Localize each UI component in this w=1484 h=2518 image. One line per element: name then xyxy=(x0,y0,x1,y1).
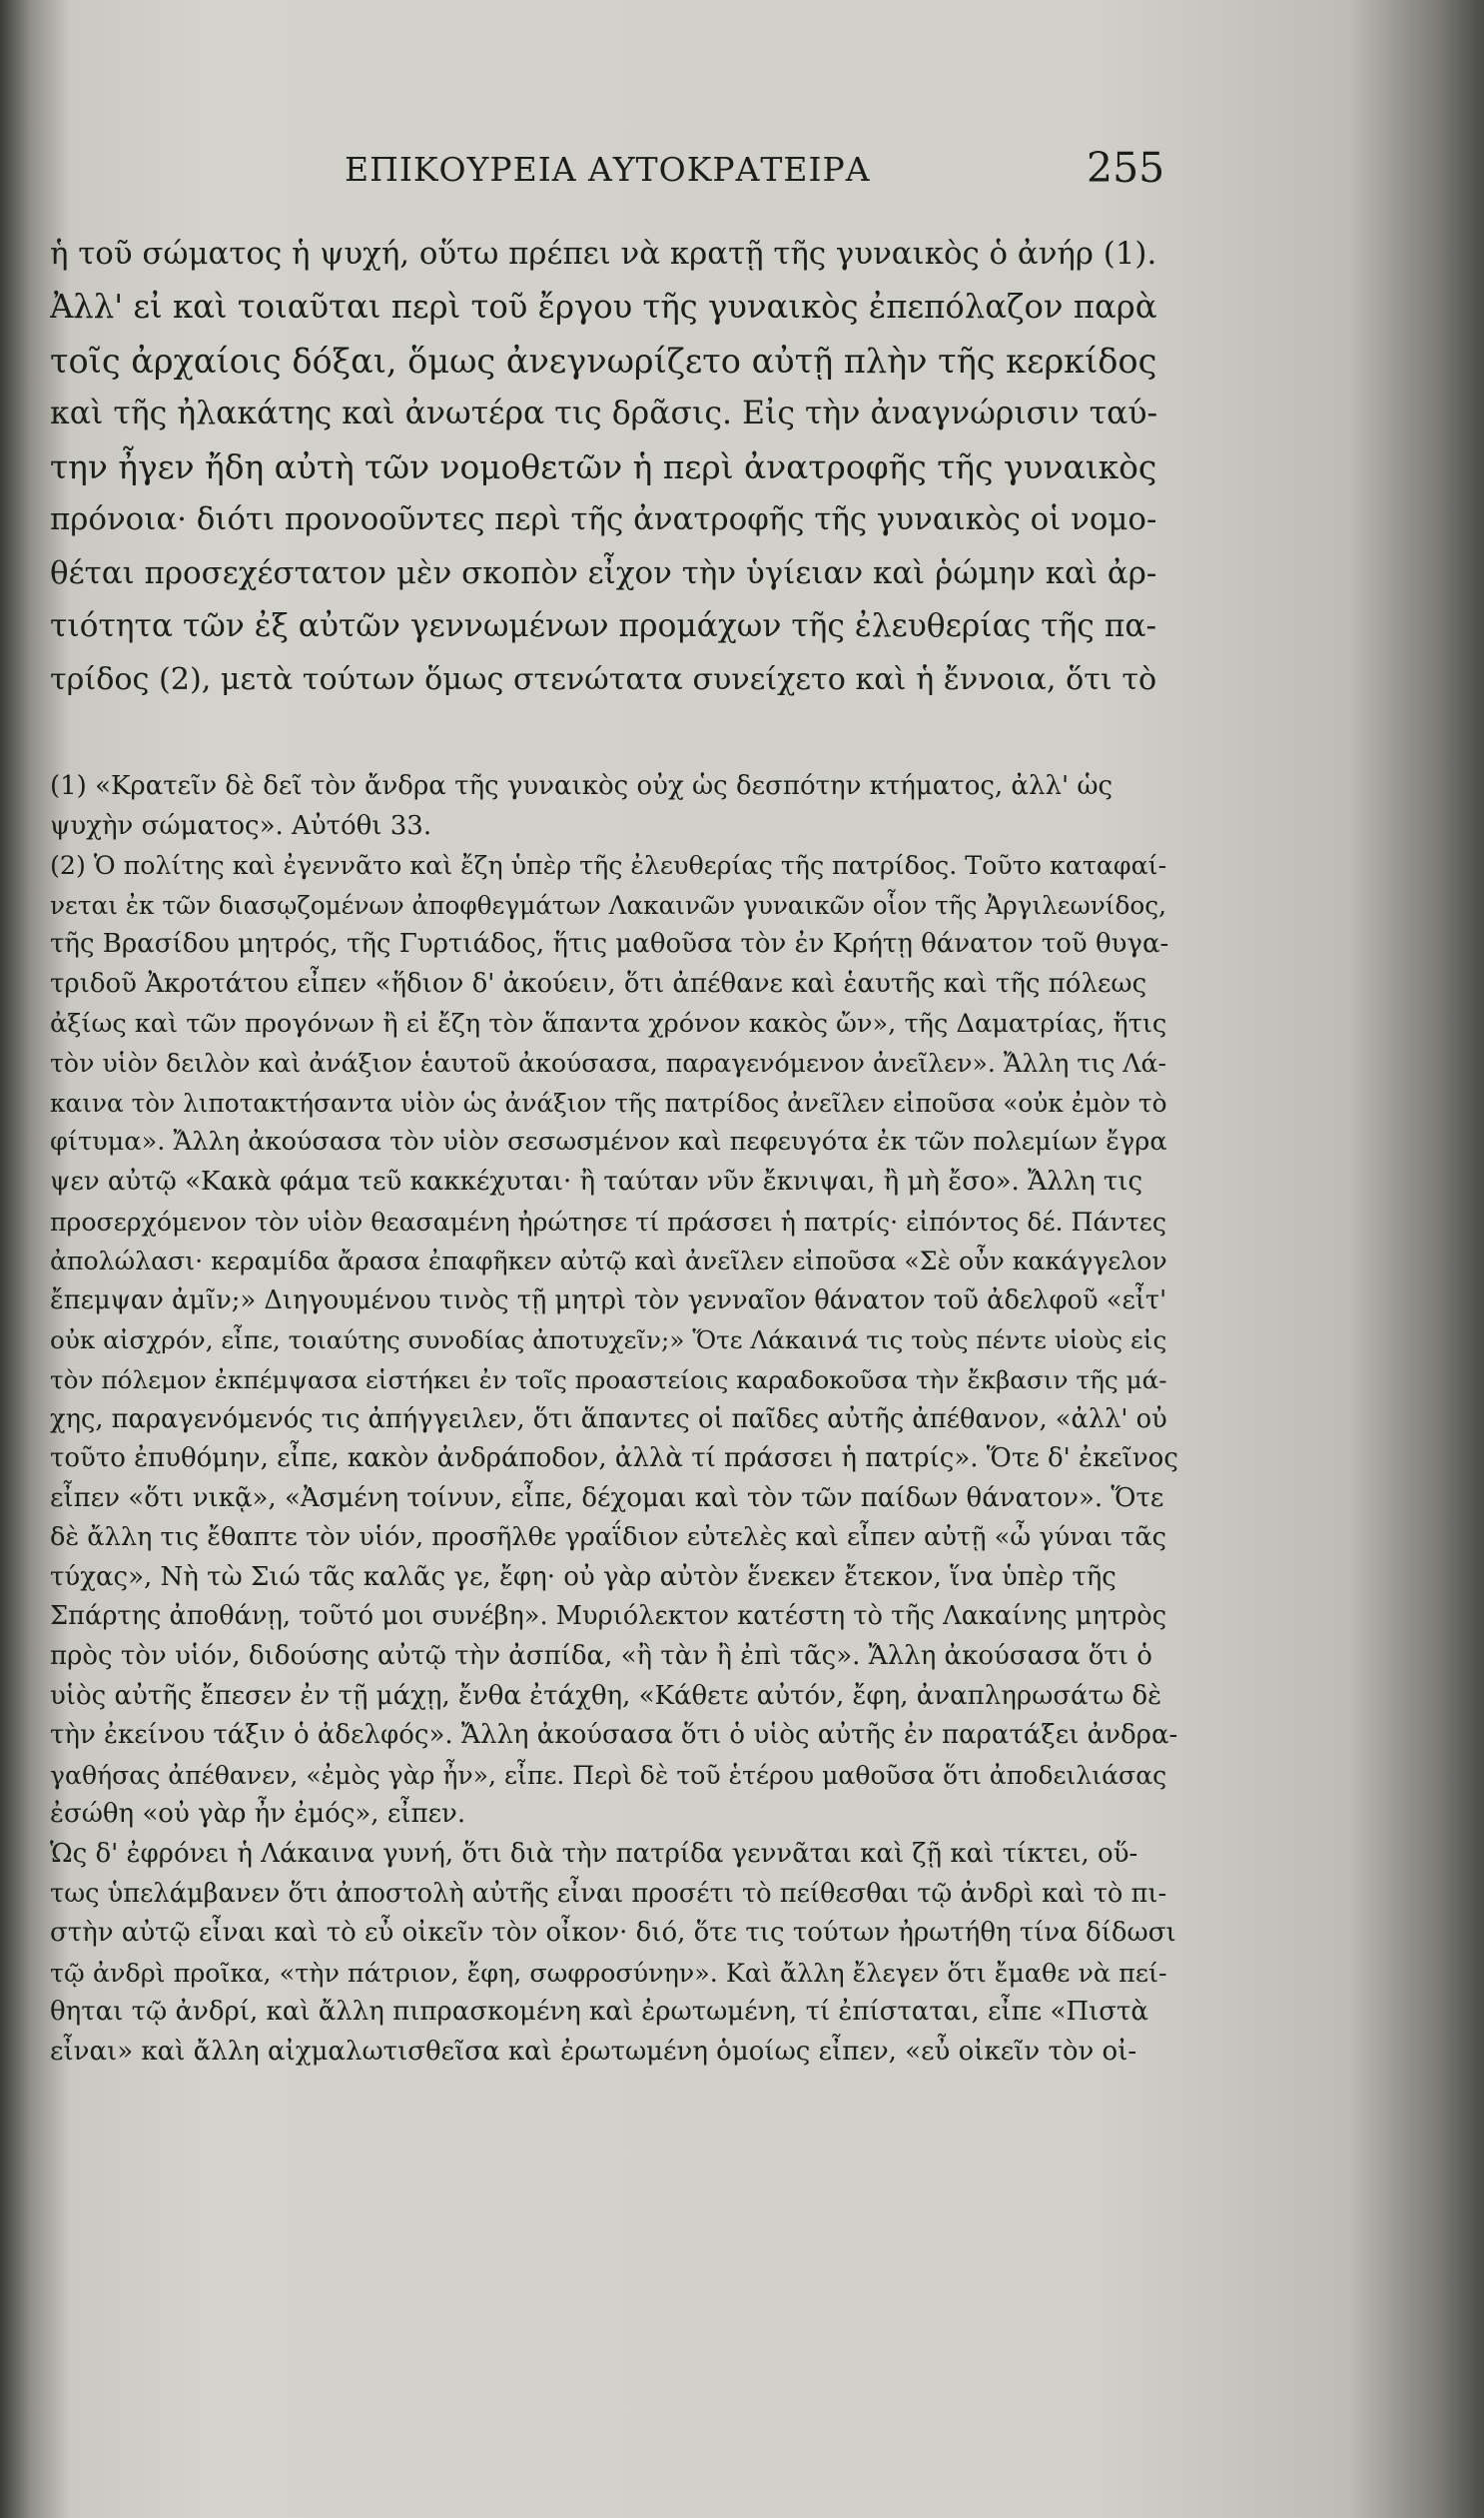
text-line: καὶ τῆς ἠλακάτης καὶ ἀνωτέρα τις δρᾶσις. Εἰς τὴν ἀναγνώρισιν ταύ- xyxy=(50,395,1158,431)
footnote-line: ψεν αὐτῷ «Κακὰ φάμα τεῦ κακκέχυται· ἢ ταύταν νῦν ἔκνιψαι, ἢ μὴ ἔσο». Ἄλλη τις xyxy=(50,1166,1143,1197)
text-line: τοῖς ἀρχαίοις δόξαι, ὅμως ἀνεγνωρίζετο αὐτῇ πλὴν τῆς κερκίδος xyxy=(50,341,1157,381)
footnotes xyxy=(50,767,1178,2073)
text-line: την ἦγεν ἤδη αὐτὴ τῶν νομοθετῶν ἡ περὶ ἀνατροφῆς τῆς γυναικὸς xyxy=(50,447,1157,487)
page-number: 255 xyxy=(1087,144,1165,192)
footnote-line: (2) Ὁ πολίτης καὶ ἐγεννᾶτο καὶ ἔζη ὑπὲρ τῆς ἐλευθερίας τῆς πατρίδος. Τοῦτο καταφαί- xyxy=(50,851,1167,881)
footnote-line: χης, παραγενόμενός τις ἀπήγγειλεν, ὅτι ἅπαντες οἱ παῖδες αὐτῆς ἀπέθανον, «ἀλλ' οὐ xyxy=(50,1403,1167,1434)
footnote-line: φίτυμα». Ἄλλη ἀκούσασα τὸν υἱὸν σεσωσμένον καὶ πεφευγότα ἐκ τῶν πολεμίων ἔγρα xyxy=(50,1127,1167,1158)
footnote-line: τύχας», Νὴ τὼ Σιώ τᾶς καλᾶς γε, ἔφη· οὐ γὰρ αὐτὸν ἕνεκεν ἔτεκον, ἵνα ὑπὲρ τῆς xyxy=(50,1561,1116,1592)
footnote-line: υἱὸς αὐτῆς ἔπεσεν ἐν τῇ μάχῃ, ἔνθα ἐτάχθη, «Κάθετε αὐτόν, ἔφη, ἀναπληρωσάτω δὲ xyxy=(50,1680,1162,1711)
footnote-line: καινα τὸν λιποτακτήσαντα υἱὸν ὡς ἀνάξιον τῆς πατρίδος ἀνεῖλεν εἰποῦσα «οὐκ ἐμὸν τὸ xyxy=(50,1088,1167,1118)
footnote-line: ἀπολώλασι· κεραμίδα ἄρασα ἐπαφῆκεν αὐτῷ καὶ ἀνεῖλεν εἰποῦσα «Σὲ οὖν κακάγγελον xyxy=(50,1247,1167,1276)
footnote-line: εἶναι» καὶ ἄλλη αἰχμαλωτισθεῖσα καὶ ἐρωτωμένη ὁμοίως εἶπεν, «εὖ οἰκεῖν τὸν οἰ- xyxy=(50,2037,1137,2067)
footnote-line: Ὡς δ' ἐφρόνει ἡ Λάκαινα γυνή, ὅτι διὰ τὴν πατρίδα γεννᾶται καὶ ζῇ καὶ τίκτει, οὕ- xyxy=(50,1839,1138,1870)
footnote-line: τῷ ἀνδρὶ προῖκα, «τὴν πάτριον, ἔφη, σωφροσύνην». Καὶ ἄλλη ἔλεγεν ὅτι ἔμαθε νὰ πεί- xyxy=(50,1957,1167,1988)
footnote-line: τοῦτο ἐπυθόμην, εἶπε, κακὸν ἀνδράποδον, ἀλλὰ τί πράσσει ἡ πατρίς». Ὅτε δ' ἐκεῖνος xyxy=(50,1443,1178,1474)
text-line: Ἀλλ' εἰ καὶ τοιαῦται περὶ τοῦ ἔργου τῆς γυναικὸς ἐπεπόλαζον παρὰ xyxy=(50,288,1157,327)
footnote-line: ἐσώθη «οὐ γὰρ ἦν ἐμός», εἶπεν. xyxy=(50,1799,466,1830)
text-line: τιότητα τῶν ἐξ αὐτῶν γεννωμένων προμάχων τῆς ἐλευθερίας τῆς πα- xyxy=(50,608,1157,645)
footnote-line: δὲ ἄλλη τις ἔθαπτε τὸν υἱόν, προσῆλθε γραΐδιον εὐτελὲς καὶ εἶπεν αὐτῇ «ὦ γύναι τᾶς xyxy=(50,1522,1166,1553)
footnote-line: ἔπεμψαν ἀμῖν;» Διηγουμένου τινὸς τῇ μητρὶ τὸν γενναῖον θάνατον τοῦ ἀδελφοῦ «εἶτ' xyxy=(50,1284,1167,1315)
footnote-line: προσερχόμενον τὸν υἱὸν θεασαμένη ἠρώτησε τί πράσσει ἡ πατρίς· εἰπόντος δέ. Πάντες xyxy=(50,1207,1166,1237)
footnote-line: ἀξίως καὶ τῶν προγόνων ἢ εἰ ἔζη τὸν ἅπαντα χρόνον κακὸς ὤν», τῆς Δαματρίας, ἥτις xyxy=(50,1008,1167,1039)
footnote-line: εἶπεν «ὅτι νικᾷ», «Ἀσμένη τοίνυν, εἶπε, δέχομαι καὶ τὸν τῶν παίδων θάνατον». Ὅτε xyxy=(50,1482,1164,1513)
footnote-line: θηται τῷ ἀνδρί, καὶ ἄλλη πιπρασκομένη καὶ ἐρωτωμένη, τί ἐπίσταται, εἶπε «Πιστὰ xyxy=(50,1997,1148,2028)
footnote-line: τὸν πόλεμον ἐκπέμψασα εἱστήκει ἐν τοῖς προαστείοις καραδοκοῦσα τὴν ἔκβασιν τῆς μά- xyxy=(50,1364,1167,1394)
footnote-line: τῆς Βρασίδου μητρός, τῆς Γυρτιάδος, ἥτις μαθοῦσα τὸν ἐν Κρήτῃ θάνατον τοῦ θυγα- xyxy=(50,929,1169,960)
running-title: ΕΠΙΚΟΥΡΕΙΑ ΑΥΤΟΚΡΑΤΕΙΡΑ xyxy=(345,150,871,189)
footnote-line: τως ὑπελάμβανεν ὅτι ἀποστολὴ αὐτῆς εἶναι προσέτι τὸ πείθεσθαι τῷ ἀνδρὶ καὶ τὸ πι- xyxy=(50,1878,1167,1909)
footnote-line: γαθήσας ἀπέθανεν, «ἐμὸς γὰρ ἦν», εἶπε. Περὶ δὲ τοῦ ἑτέρου μαθοῦσα ὅτι ἀποδειλιάσας xyxy=(50,1760,1167,1790)
footnote-line: στὴν αὐτῷ εἶναι καὶ τὸ εὖ οἰκεῖν τὸν οἶκον· διό, ὅτε τις τούτων ἠρωτήθη τίνα δίδωσι xyxy=(50,1918,1176,1949)
footnote-line: τὴν ἐκείνου τάξιν ὁ ἀδελφός». Ἄλλη ἀκούσασα ὅτι ὁ υἱὸς αὐτῆς ἐν παρατάξει ἀνδρα- xyxy=(50,1720,1178,1751)
text-line: ἡ τοῦ σώματος ἡ ψυχή, οὕτω πρέπει νὰ κρατῇ τῆς γυναικὸς ὁ ἀνήρ (1). xyxy=(50,236,1157,272)
footnote-line: οὐκ αἰσχρόν, εἶπε, τοιαύτης συνοδίας ἀποτυχεῖν;» Ὅτε Λάκαινά τις τοὺς πέντε υἱοὺς εἰς xyxy=(50,1325,1167,1355)
footnote-line: Σπάρτης ἀποθάνῃ, τοῦτό μοι συνέβη». Μυριόλεκτον κατέστη τὸ τῆς Λακαίνης μητρὸς xyxy=(50,1601,1167,1632)
page-header xyxy=(0,144,1484,210)
main-text xyxy=(50,228,1168,707)
footnote-line: τριδοῦ Ἀκροτάτου εἶπεν «ἥδιον δ' ἀκούειν, ὅτι ἀπέθανε καὶ ἑαυτῆς καὶ τῆς πόλεως xyxy=(50,968,1147,999)
footnote-line: νεται ἐκ τῶν διασῳζομένων ἀποφθεγμάτων Λακαινῶν γυναικῶν οἷον τῆς Ἀργιλεωνίδος, xyxy=(50,890,1166,920)
footnote-line: τὸν υἱὸν δειλὸν καὶ ἀνάξιον ἑαυτοῦ ἀκούσασα, παραγενόμενον ἀνεῖλεν». Ἄλλη τις Λά- xyxy=(50,1049,1167,1079)
footnote-line: ψυχὴν σώματος». Αὐτόθι 33. xyxy=(50,810,432,841)
text-line: θέται προσεχέστατον μὲν σκοπὸν εἶχον τὴν ὑγίειαν καὶ ῥώμην καὶ ἀρ- xyxy=(50,554,1157,591)
text-line: πρόνοια· διότι προνοοῦντες περὶ τῆς ἀνατροφῆς τῆς γυναικὸς οἱ νομο- xyxy=(50,501,1157,538)
footnote-line: πρὸς τὸν υἱόν, διδούσης αὐτῷ τὴν ἀσπίδα, «ἢ τὰν ἢ ἐπὶ τᾶς». Ἄλλη ἀκούσασα ὅτι ὁ xyxy=(50,1641,1152,1672)
text-line: τρίδος (2), μετὰ τούτων ὅμως στενώτατα συνείχετο καὶ ἡ ἔννοια, ὅτι τὸ xyxy=(50,662,1157,698)
footnote-line: (1) «Κρατεῖν δὲ δεῖ τὸν ἄνδρα τῆς γυναικὸς οὐχ ὡς δεσπότην κτήματος, ἀλλ' ὡς xyxy=(50,771,1113,801)
